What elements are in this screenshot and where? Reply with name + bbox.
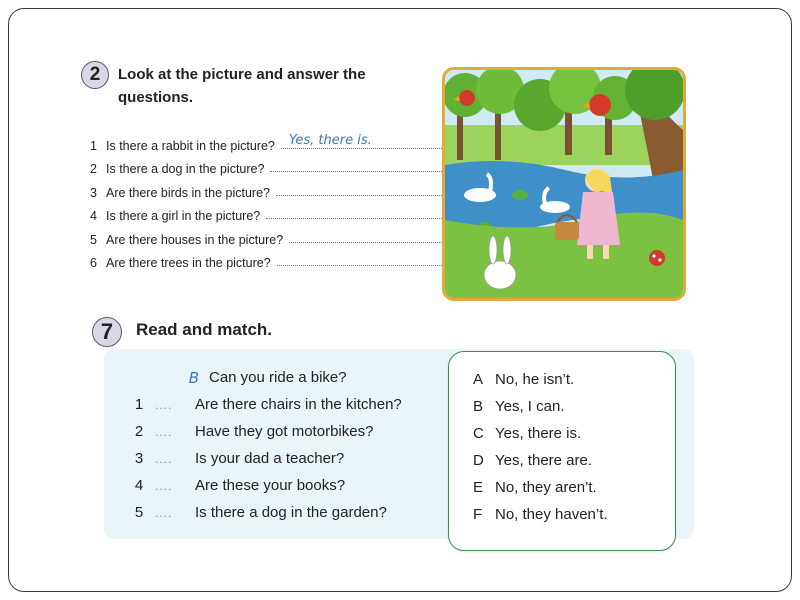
written-answer: Yes, there is. <box>288 132 372 148</box>
answer-option <box>473 474 675 501</box>
slide-frame <box>8 8 792 592</box>
example-answer: B <box>188 368 199 387</box>
ladybird-icon <box>649 250 665 266</box>
answer-text: Yes, I can. <box>495 398 565 415</box>
answer-text: No, he isn’t. <box>495 371 575 388</box>
park-scene-picture <box>442 67 686 301</box>
question-number: 2 <box>90 162 97 176</box>
match-row <box>129 445 469 472</box>
answer-text: Yes, there is. <box>495 425 582 442</box>
match-row <box>129 499 469 526</box>
answer-text: No, they haven’t. <box>495 506 608 523</box>
match-number: 4 <box>134 477 144 494</box>
exercise-7-number-badge: 7 <box>92 317 122 347</box>
answer-option <box>473 420 675 447</box>
question-row <box>90 176 470 200</box>
match-row <box>129 472 469 499</box>
answer-text: Yes, there are. <box>495 452 593 469</box>
answer-slot[interactable]: .... <box>155 478 173 493</box>
exercise-2-title: Look at the picture and answer the questions. <box>118 66 366 106</box>
answer-options-box <box>448 351 676 551</box>
match-number: 3 <box>134 450 144 467</box>
answer-slot[interactable]: .... <box>155 505 173 520</box>
match-question: Are there chairs in the kitchen? <box>195 396 402 413</box>
question-row <box>90 200 470 224</box>
answer-letter: F <box>473 506 483 523</box>
question-text: Is there a dog in the picture? <box>106 162 265 176</box>
match-number: 5 <box>134 504 144 521</box>
answer-letter: A <box>473 371 484 388</box>
exercise-2-number-badge: 2 <box>81 61 109 89</box>
answer-letter: B <box>473 398 484 415</box>
answer-text: No, they aren’t. <box>495 479 597 496</box>
answer-option <box>473 366 675 393</box>
park-scene-illustration <box>445 70 683 298</box>
question-text: Are there trees in the picture? <box>106 256 271 270</box>
answer-line[interactable] <box>266 208 470 219</box>
question-number: 6 <box>90 256 97 270</box>
question-text: Are there birds in the picture? <box>106 185 270 200</box>
question-number: 5 <box>90 232 97 247</box>
question-number: 4 <box>90 209 97 223</box>
match-number: 1 <box>134 396 144 413</box>
answer-slot[interactable]: .... <box>155 451 173 466</box>
answer-letter: D <box>473 452 484 469</box>
question-number: 1 <box>90 138 97 153</box>
match-row <box>129 391 469 418</box>
question-text: Is there a rabbit in the picture? <box>106 138 275 153</box>
answer-letter: C <box>473 425 484 442</box>
question-text: Is there a girl in the picture? <box>106 209 261 223</box>
answer-line[interactable] <box>277 255 470 266</box>
question-row <box>90 153 470 177</box>
match-question: Is your dad a teacher? <box>195 450 345 467</box>
answer-option <box>473 393 675 420</box>
question-number: 3 <box>90 185 97 200</box>
question-row <box>90 223 470 247</box>
answer-letter: E <box>473 479 484 496</box>
answer-slot[interactable]: .... <box>155 424 173 439</box>
match-number: 2 <box>134 423 144 440</box>
example-question: Can you ride a bike? <box>209 369 347 386</box>
workbook-page <box>49 29 769 589</box>
match-row <box>129 418 469 445</box>
match-question: Have they got motorbikes? <box>195 423 374 440</box>
question-row <box>90 129 470 153</box>
exercise-7-title: Read and match. <box>136 320 273 339</box>
answer-option <box>473 501 675 528</box>
question-text: Are there houses in the picture? <box>106 232 284 247</box>
answer-option <box>473 447 675 474</box>
answer-slot[interactable]: .... <box>155 397 173 412</box>
answer-line[interactable] <box>276 185 470 196</box>
example-row <box>129 364 469 391</box>
match-question-list <box>129 364 469 526</box>
question-row <box>90 247 470 271</box>
exercise-2-question-list <box>90 129 470 270</box>
answer-line[interactable] <box>270 161 470 172</box>
match-question: Are these your books? <box>195 477 346 494</box>
match-question: Is there a dog in the garden? <box>195 504 387 521</box>
